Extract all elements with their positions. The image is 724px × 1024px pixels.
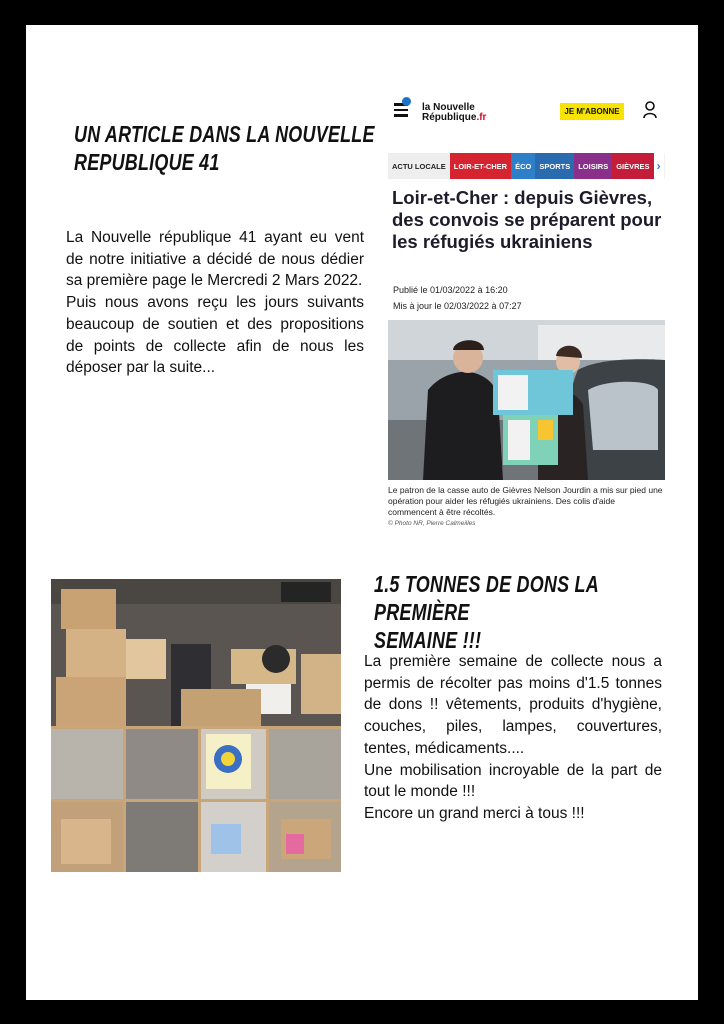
nav-item-gievres: GIÈVRES [612, 153, 653, 179]
user-icon [643, 101, 657, 119]
donations-photo-collage [51, 579, 341, 872]
section1-text [66, 227, 364, 379]
section1-heading-line2: REPUBLIQUE 41 [74, 149, 220, 175]
newspaper-header [388, 95, 665, 131]
published-date: Publié le 01/03/2022 à 16:20 [393, 285, 508, 295]
caption-text: Le patron de la casse auto de Gièvres Nelson Jourdin a mis sur pied une opération pour aider les réfugiés ukrainiens. Des colis d'aide commencent à être récoltés. [388, 485, 663, 517]
document-page [26, 25, 698, 1000]
section2-paragraph3: Encore un grand merci à tous !!! [364, 804, 585, 822]
nav-item-loir-et-cher: LOIR-ET-CHER [450, 153, 511, 179]
notification-dot-icon [402, 97, 411, 106]
chevron-right-icon: › [654, 153, 664, 179]
section1-heading [74, 120, 375, 176]
newspaper-logo [422, 103, 486, 123]
section2-paragraph1: La première semaine de collecte nous a permis de récolter pas moins d'1.5 tonnes de dons !! vêtements, produits d'hygiène, couches, piles, lampes, couvertures, tentes, médicaments.... [364, 653, 662, 757]
nav-item-loisirs: LOISIRS [574, 153, 612, 179]
nav-item-sports: SPORTS [535, 153, 574, 179]
section1-paragraph2: Puis nous avons reçu les jours suivants beaucoup de soutien et des propositions de points de collecte afin de nous les déposer par la suite... [66, 294, 364, 377]
section2-heading [374, 570, 627, 654]
nav-item-eco: ÉCO [511, 153, 535, 179]
newspaper-screenshot [388, 95, 665, 535]
photo-caption [388, 485, 665, 529]
article-title: Loir-et-Cher : depuis Gièvres, des convois se préparent pour les réfugiés ukrainiens [392, 187, 662, 252]
section2-paragraph2: Une mobilisation incroyable de la part de tout le monde !!! [364, 761, 662, 801]
section2-text [364, 651, 662, 825]
logo-tld: .fr [476, 112, 487, 123]
nav-item-actu-locale: ACTU LOCALE [388, 153, 450, 179]
section2-heading-line1: 1.5 TONNES DE DONS LA PREMIÈRE [374, 571, 599, 625]
article-photo [388, 320, 665, 480]
section2-heading-line2: SEMAINE !!! [374, 627, 482, 653]
updated-date: Mis à jour le 02/03/2022 à 07:27 [393, 301, 522, 311]
logo-line2: République [422, 112, 477, 123]
section1-heading-line1: UN ARTICLE DANS LA NOUVELLE [74, 121, 375, 147]
logo-line1: la Nouvelle [422, 102, 475, 113]
photo-credit: © Photo NR, Pierre Calmeilles [388, 520, 476, 527]
newspaper-nav [388, 153, 665, 179]
subscribe-button: JE M'ABONNE [560, 103, 624, 120]
section1-paragraph1: La Nouvelle république 41 ayant eu vent de notre initiative a décidé de nous dédier sa première page le Mercredi 2 Mars 2022. [66, 229, 364, 290]
article-meta [393, 282, 522, 314]
